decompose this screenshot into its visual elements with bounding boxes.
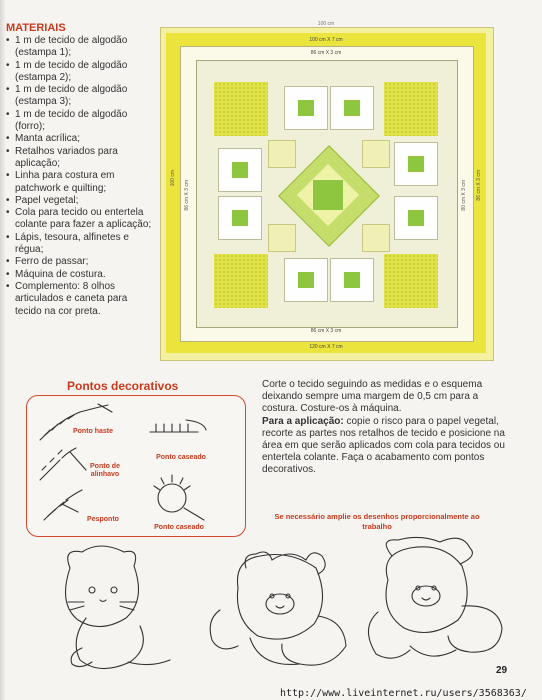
instructions-paragraph-2: copie o risco para o papel vegetal, recorte as partes nos retalhos de tecido e posicione na área em que serão aplicados com cola para tecidos ou entertela colante. Faça o acabamento com pontos decorativos. (262, 415, 505, 476)
instructions-paragraph-1: Corte o tecido seguindo as medidas e o esquema deixando sempre uma margem de 0,5 cm para a costura. Costure-os à máquina. (262, 379, 483, 415)
bear-drawing-2 (368, 537, 502, 658)
material-item: • Lápis, tesoura, alfinetes e régua; (6, 232, 156, 257)
material-item: • Linha para costura em patchwork e quilting; (6, 170, 156, 195)
label-ponto-haste: Ponto haste (72, 428, 114, 435)
material-item: • Complemento: 8 olhos articulados e caneta para tecido na cor preta. (6, 281, 156, 318)
source-url[interactable]: http://www.liveinternet.ru/users/3568363/ (280, 688, 527, 699)
label-pesponto: Pesponto (87, 516, 119, 523)
side-right-inner-label: 80 cm X 3 cm (461, 180, 467, 211)
material-item: • Ferro de passar; (6, 256, 156, 268)
label-ponto-alinhavo: Ponto de alinhavo (90, 463, 120, 478)
materials-title: MATERIAIS (6, 22, 66, 34)
bear-drawing-1 (210, 552, 346, 665)
material-item: • Cola para tecido ou entertela colante para fazer a aplicação; (6, 207, 156, 232)
stitch-pesponto-illustration (44, 490, 82, 520)
side-left-outer-label: 100 cm (170, 170, 176, 187)
material-item: • 1 m de tecido de algodão (estampa 2); (6, 60, 156, 85)
label-ponto-caseado-1: Ponto caseado (156, 454, 206, 461)
material-item: • 1 m de tecido de algodão (estampa 1); (6, 35, 156, 60)
page-number: 29 (496, 665, 508, 676)
material-item: • 1 m de tecido de algodão (forro); (6, 109, 156, 134)
stitches-title: Pontos decorativos (67, 379, 179, 393)
material-item: • Retalhos variados para aplicação; (6, 146, 156, 171)
side-left-inner-label: 86 cm X 3 cm (184, 180, 190, 211)
application-label: Para a aplicação: (262, 415, 344, 427)
stitch-caseado-illustration (150, 420, 206, 432)
enlarge-note: Se necessário amplie os desenhos proporcionalmente ao trabalho (274, 512, 480, 531)
material-item: • Manta acrílica; (6, 133, 156, 145)
label-ponto-caseado-2: Ponto caseado (154, 524, 204, 531)
band-top-label: 100 cm X 7 cm (309, 37, 343, 43)
material-item: • Máquina de costura. (6, 269, 156, 281)
material-item: • 1 m de tecido de algodão (estampa 3); (6, 84, 156, 109)
quilt-dim-top: 100 cm (317, 21, 335, 27)
stitch-haste-illustration (40, 404, 112, 440)
stitch-alinhavo-illustration (40, 448, 86, 480)
band-inner-bottom-label: 86 cm X 3 cm (310, 328, 342, 334)
band-bottom-label: 120 cm X 7 cm (309, 344, 343, 350)
band-inner-top-label: 86 cm X 3 cm (310, 50, 342, 56)
side-right-outer-label: 86 cm X 3 cm (476, 170, 482, 201)
cat-drawing (66, 546, 171, 669)
material-item: • Papel vegetal; (6, 195, 156, 207)
stitch-caseado-circle-illustration (154, 475, 204, 520)
